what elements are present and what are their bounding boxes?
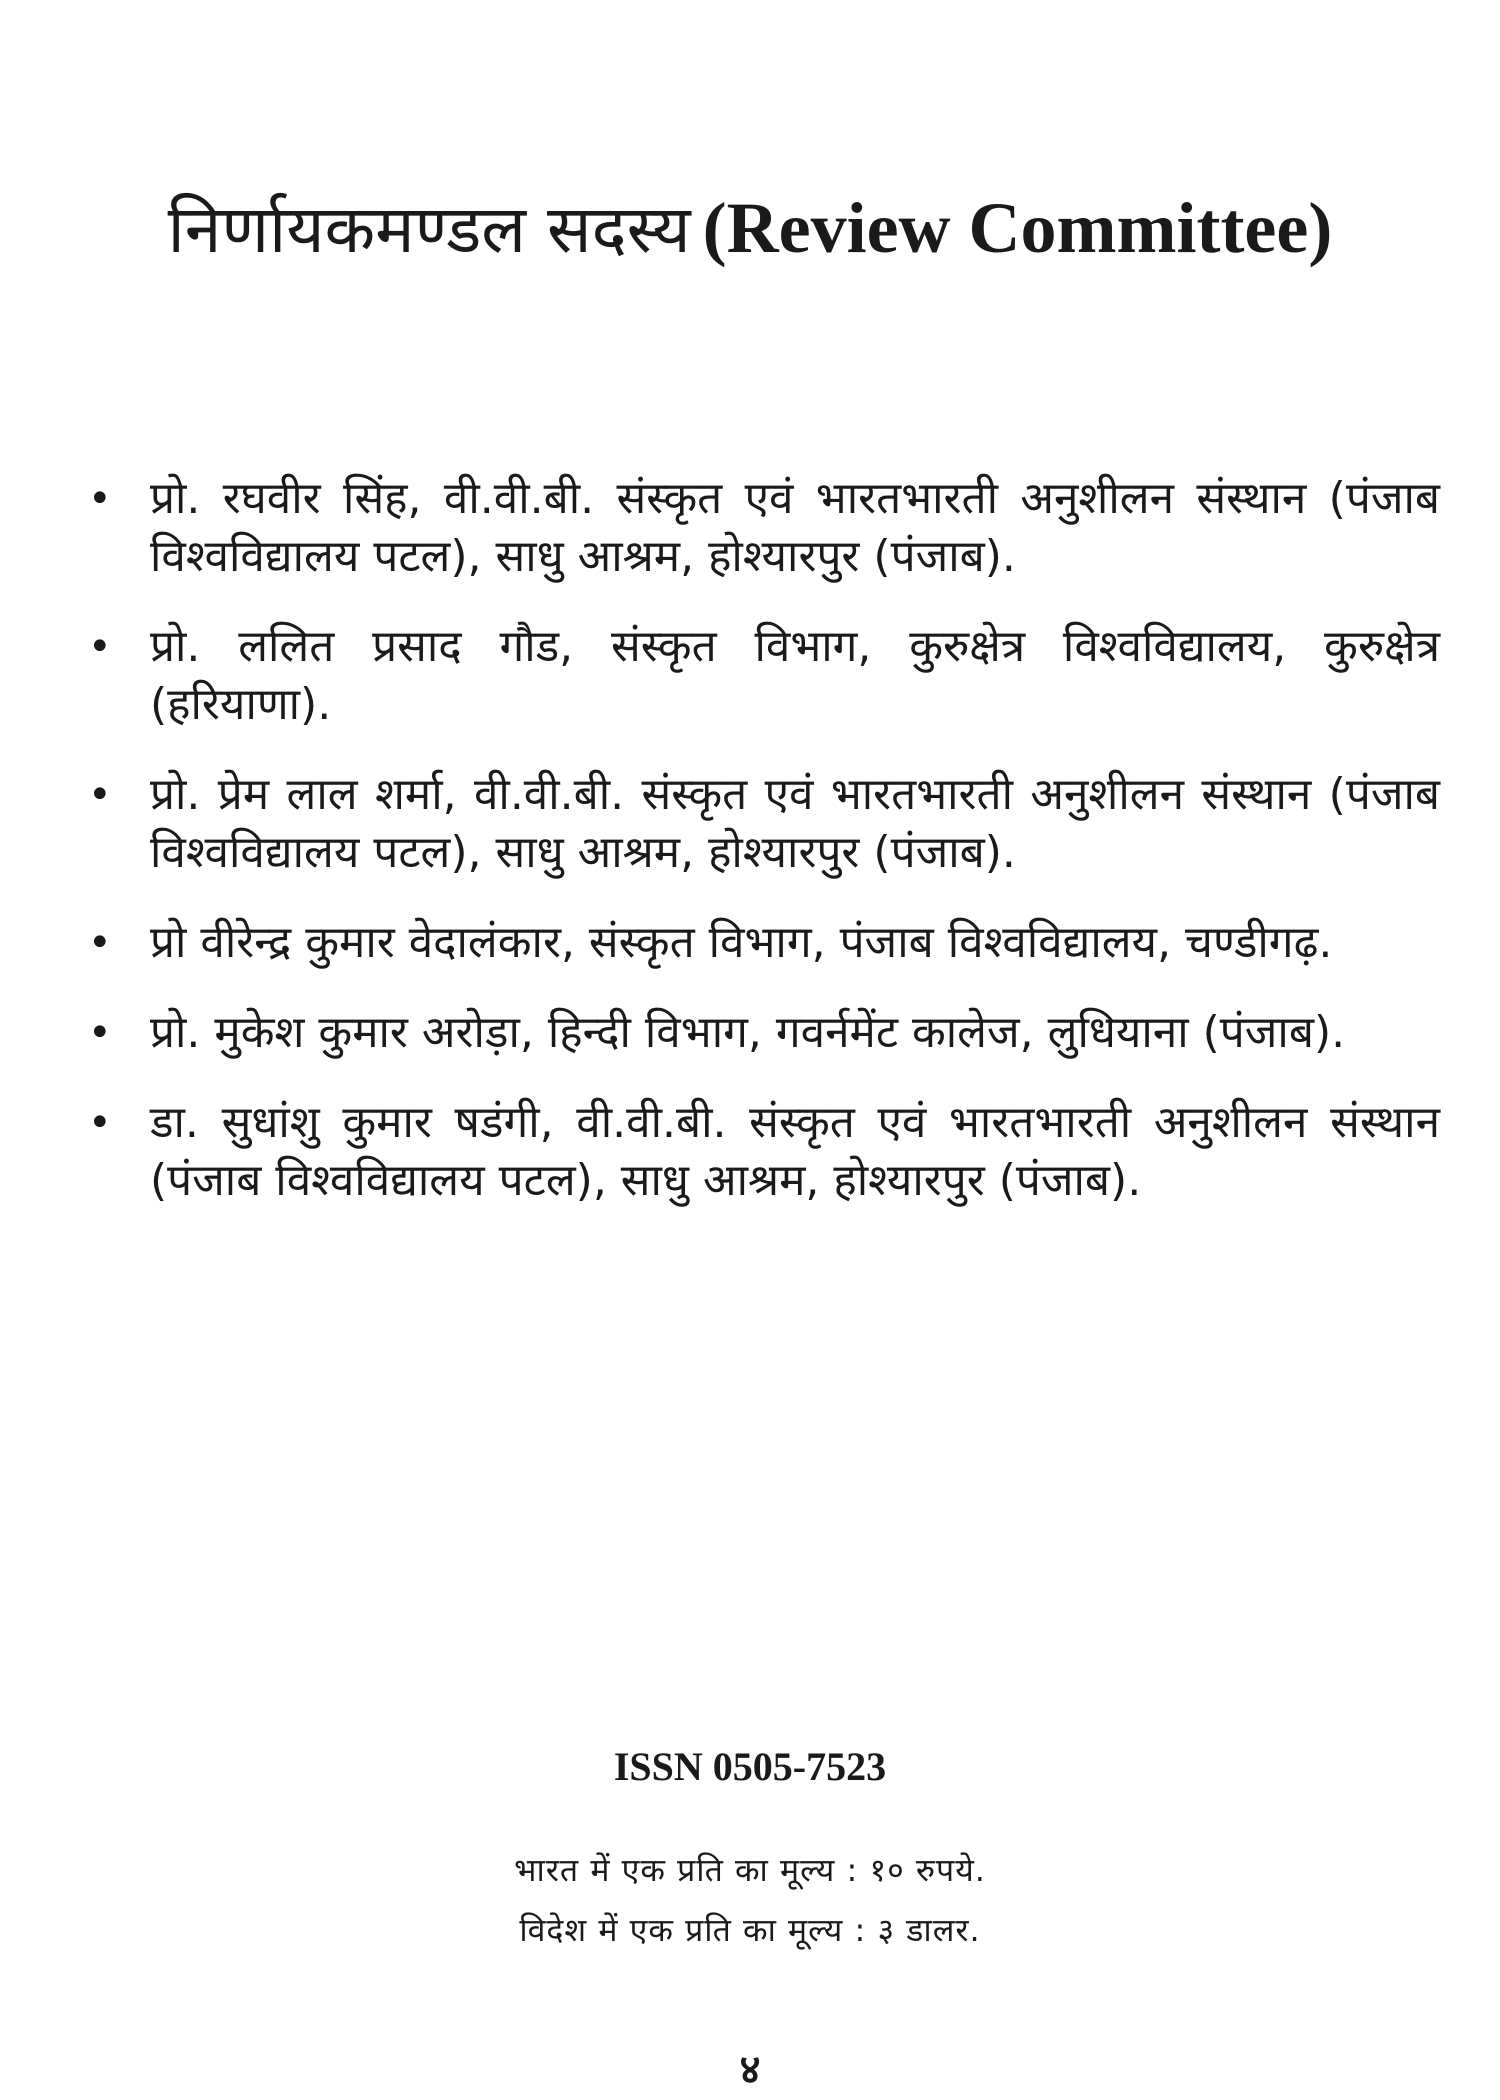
committee-member-list <box>80 470 1440 1242</box>
list-item <box>80 766 1440 882</box>
list-item <box>80 470 1440 586</box>
list-item <box>80 1094 1440 1210</box>
title-english: (Review Committee) <box>702 188 1333 268</box>
member-text: प्रो. ललित प्रसाद गौड, संस्कृत विभाग, कुरुक्षेत्र विश्वविद्यालय, कुरुक्षेत्र (हरियाणा). <box>150 621 1440 730</box>
bullet-icon: • <box>88 476 112 522</box>
member-text: डा. सुधांशु कुमार षडंगी, वी.वी.बी. संस्कृत एवं भारतभारती अनुशीलन संस्थान (पंजाब विश्वविद्यालय पटल), साधु आश्रम, होश्यारपुर (पंजाब). <box>150 1097 1440 1206</box>
price-india: भारत में एक प्रति का मूल्य : १० रुपये. <box>514 1851 986 1889</box>
page-title <box>0 188 1500 270</box>
list-item <box>80 618 1440 734</box>
member-text: प्रो वीरेन्द्र कुमार वेदालंकार, संस्कृत विभाग, पंजाब विश्वविद्यालय, चण्डीगढ़. <box>150 917 1333 968</box>
bullet-icon: • <box>88 624 112 670</box>
member-text: प्रो. मुकेश कुमार अरोड़ा, हिन्दी विभाग, गवर्नमेंट कालेज, लुधियाना (पंजाब). <box>150 1007 1346 1058</box>
member-text: प्रो. रघवीर सिंह, वी.वी.बी. संस्कृत एवं भारतभारती अनुशीलन संस्थान (पंजाब विश्वविद्यालय पटल), साधु आश्रम, होश्यारपुर (पंजाब). <box>150 473 1440 582</box>
title-hindi: निर्णायकमण्डल सदस्य <box>167 191 691 268</box>
bullet-icon: • <box>88 920 112 966</box>
bullet-icon: • <box>88 772 112 818</box>
price-abroad: विदेश में एक प्रति का मूल्य : ३ डालर. <box>519 1911 981 1949</box>
bullet-icon: • <box>88 1100 112 1146</box>
issn-number: ISSN 0505-7523 <box>613 1744 887 1789</box>
list-item <box>80 1004 1440 1062</box>
page-number: ४ <box>739 2047 761 2093</box>
list-item <box>80 914 1440 972</box>
member-text: प्रो. प्रेम लाल शर्मा, वी.वी.बी. संस्कृत एवं भारतभारती अनुशीलन संस्थान (पंजाब विश्वविद्यालय पटल), साधु आश्रम, होश्यारपुर (पंजाब). <box>150 769 1440 878</box>
bullet-icon: • <box>88 1010 112 1056</box>
